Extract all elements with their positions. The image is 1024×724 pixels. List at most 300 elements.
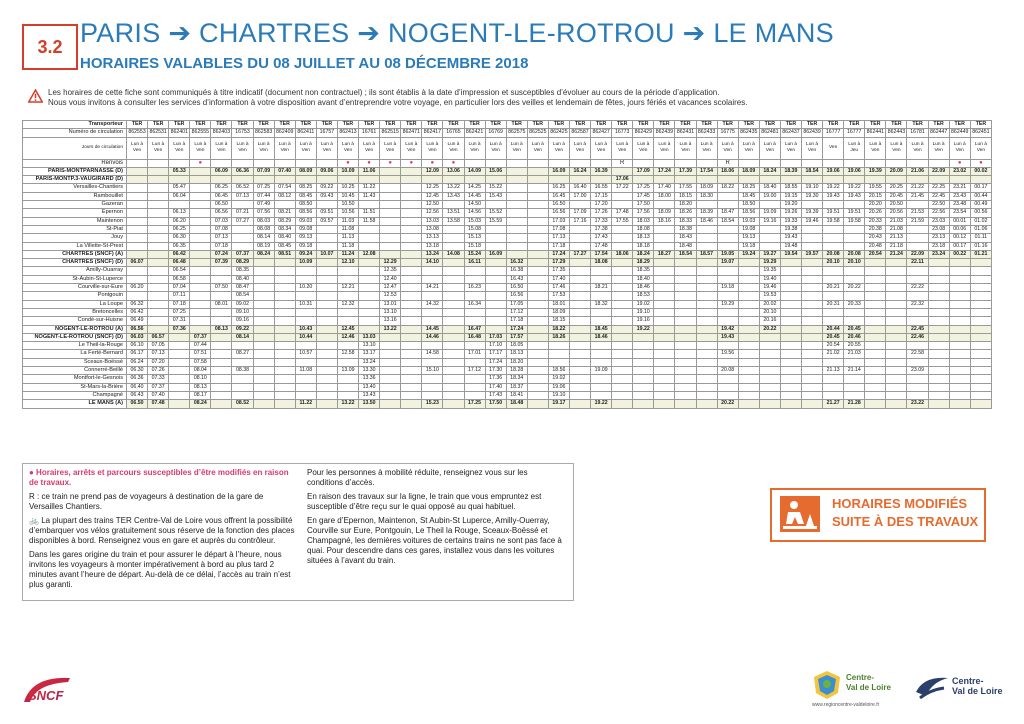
time-cell: 07.39 <box>211 259 232 267</box>
train-number: 862433 <box>697 129 716 136</box>
carrier-cell: TER <box>253 121 274 129</box>
time-cell: 17.18 <box>506 317 527 325</box>
time-cell <box>717 375 738 383</box>
time-cell <box>612 308 633 316</box>
time-cell: 06.45 <box>211 192 232 200</box>
time-cell: 19.24 <box>738 250 759 258</box>
time-cell <box>380 375 401 383</box>
train-number: 16777 <box>844 129 865 137</box>
time-cell: 06.50 <box>127 400 148 408</box>
time-cell <box>654 317 675 325</box>
time-cell <box>274 275 295 283</box>
time-cell: 11.43 <box>359 192 380 200</box>
renvoi-mark <box>169 159 190 167</box>
time-cell: 06.54 <box>169 267 190 275</box>
time-cell <box>844 234 865 242</box>
days-cell: Lun à Ven <box>696 137 717 159</box>
time-cell <box>148 267 169 275</box>
note-bike <box>29 516 299 546</box>
time-cell: 18.01 <box>548 300 569 308</box>
time-cell: 18.13 <box>506 350 527 358</box>
time-cell: 10.44 <box>295 333 316 341</box>
renvoi-mark <box>886 159 907 167</box>
days-cell: Lun à Ven <box>401 137 422 159</box>
time-cell: 19.46 <box>802 217 823 225</box>
time-cell <box>359 284 380 292</box>
time-cell <box>316 333 337 341</box>
time-cell <box>443 308 464 316</box>
time-cell: 21.06 <box>907 167 928 175</box>
time-cell <box>865 383 886 391</box>
time-cell: 06.56 <box>127 325 148 333</box>
time-cell <box>401 308 422 316</box>
time-cell: 06.42 <box>127 308 148 316</box>
time-cell: 05.33 <box>169 167 190 175</box>
time-cell: 11.51 <box>359 209 380 217</box>
time-cell: 22.58 <box>907 350 928 358</box>
time-cell <box>654 350 675 358</box>
time-cell: 17.45 <box>633 192 654 200</box>
time-cell <box>654 358 675 366</box>
renvoi-mark <box>591 159 612 167</box>
carrier-cell: TER <box>548 121 569 129</box>
time-cell <box>970 391 991 399</box>
time-cell: 21.03 <box>886 217 907 225</box>
time-cell: 21.08 <box>886 225 907 233</box>
time-cell <box>907 375 928 383</box>
time-cell <box>295 292 316 300</box>
time-cell: 13.58 <box>443 217 464 225</box>
time-cell: 14.45 <box>464 192 485 200</box>
time-cell <box>190 325 211 333</box>
time-cell <box>865 284 886 292</box>
time-cell <box>970 292 991 300</box>
days-cell: Lun à Ven <box>380 137 401 159</box>
time-cell <box>759 375 780 383</box>
carrier-cell: TER <box>654 121 675 129</box>
station-row <box>23 184 992 192</box>
time-cell <box>802 201 823 209</box>
time-cell: 20.54 <box>823 342 844 350</box>
time-cell <box>422 391 443 399</box>
time-cell: 07.44 <box>190 342 211 350</box>
time-cell <box>274 342 295 350</box>
time-cell: 11.08 <box>295 367 316 375</box>
station-row <box>23 342 992 350</box>
time-cell: 19.05 <box>717 250 738 258</box>
time-cell <box>675 350 696 358</box>
renvoi-mark <box>738 159 759 167</box>
time-cell <box>337 308 358 316</box>
time-cell: 19.57 <box>802 250 823 258</box>
time-cell: 09.24 <box>295 250 316 258</box>
time-cell <box>949 267 970 275</box>
time-cell <box>696 391 717 399</box>
time-cell: 20.55 <box>844 342 865 350</box>
time-cell <box>612 375 633 383</box>
time-cell <box>696 383 717 391</box>
time-cell <box>886 391 907 399</box>
time-cell <box>443 242 464 250</box>
time-cell: 07.18 <box>211 242 232 250</box>
time-cell <box>928 350 949 358</box>
time-cell: 08.47 <box>232 284 253 292</box>
time-cell: 07.08 <box>211 225 232 233</box>
time-cell <box>443 375 464 383</box>
time-cell: 19.48 <box>780 242 801 250</box>
time-cell <box>359 275 380 283</box>
region-logo <box>812 669 902 708</box>
carrier-cell: TER <box>295 121 316 129</box>
time-cell: 18.32 <box>591 300 612 308</box>
time-cell: 13.03 <box>359 333 380 341</box>
station-row <box>23 275 992 283</box>
time-cell <box>612 300 633 308</box>
renvoi-mark <box>569 159 590 167</box>
renvoi-mark <box>780 159 801 167</box>
time-cell: 20.44 <box>823 325 844 333</box>
time-cell <box>253 300 274 308</box>
time-cell: 17.39 <box>675 167 696 175</box>
time-cell <box>190 225 211 233</box>
time-cell <box>886 400 907 408</box>
time-cell <box>654 284 675 292</box>
ter-name-2: Val de Loire <box>952 686 1003 696</box>
carrier-cell: TER <box>359 121 380 129</box>
time-cell: 13.30 <box>359 367 380 375</box>
days-cell: Lun à Ven <box>759 137 780 159</box>
time-cell: 20.50 <box>886 201 907 209</box>
time-cell: 15.06 <box>485 167 506 175</box>
time-cell <box>190 284 211 292</box>
time-cell: 08.34 <box>274 225 295 233</box>
time-cell <box>823 267 844 275</box>
time-cell <box>253 308 274 316</box>
time-cell <box>380 367 401 375</box>
time-cell <box>380 192 401 200</box>
time-cell <box>591 383 612 391</box>
time-cell <box>274 333 295 341</box>
time-cell: 18.50 <box>738 201 759 209</box>
time-cell: 14.25 <box>464 184 485 192</box>
time-cell <box>675 383 696 391</box>
time-cell <box>359 225 380 233</box>
time-cell: 18.22 <box>548 325 569 333</box>
station-row <box>23 217 992 225</box>
time-cell: 18.26 <box>675 209 696 217</box>
time-cell <box>569 358 590 366</box>
time-cell: 18.47 <box>717 209 738 217</box>
time-cell <box>970 317 991 325</box>
carrier-cell: TER <box>970 121 991 129</box>
time-cell: 19.46 <box>759 284 780 292</box>
time-cell <box>485 275 506 283</box>
time-cell <box>738 317 759 325</box>
time-cell: 23.02 <box>949 167 970 175</box>
time-cell: 15.59 <box>485 217 506 225</box>
time-cell <box>738 358 759 366</box>
row-label: Courville-sur-Eure <box>23 284 127 292</box>
time-cell <box>506 192 527 200</box>
time-cell <box>127 167 148 175</box>
time-cell: 17.46 <box>548 284 569 292</box>
time-cell: 19.43 <box>780 234 801 242</box>
time-cell <box>232 358 253 366</box>
time-cell: 19.43 <box>717 333 738 341</box>
time-cell <box>401 333 422 341</box>
time-cell <box>485 201 506 209</box>
time-cell <box>569 225 590 233</box>
time-cell <box>865 391 886 399</box>
time-cell <box>654 400 675 408</box>
time-cell: 19.51 <box>823 209 844 217</box>
time-cell: 08.38 <box>232 367 253 375</box>
time-cell <box>401 367 422 375</box>
time-cell: 08.50 <box>295 201 316 209</box>
time-cell <box>717 342 738 350</box>
time-cell: 20.09 <box>886 167 907 175</box>
time-cell: 17.03 <box>485 333 506 341</box>
time-cell: 16.24 <box>569 167 590 175</box>
time-cell: 21.18 <box>886 242 907 250</box>
time-cell: 17.33 <box>591 217 612 225</box>
time-cell <box>780 342 801 350</box>
carrier-cell: TER <box>401 121 422 129</box>
station-row <box>23 176 992 184</box>
time-cell: 10.45 <box>337 192 358 200</box>
train-number: 862451 <box>972 129 990 136</box>
time-cell: 18.38 <box>675 225 696 233</box>
time-cell <box>527 184 548 192</box>
time-cell <box>211 333 232 341</box>
renvoi-mark <box>865 159 886 167</box>
time-cell <box>127 234 148 242</box>
time-cell <box>316 317 337 325</box>
page-title: PARIS ➔ CHARTRES ➔ NOGENT-LE-ROTROU ➔ LE MANS <box>80 18 834 48</box>
row-label: LE MANS (A) <box>23 400 127 408</box>
time-cell <box>823 242 844 250</box>
time-cell: 19.10 <box>633 308 654 316</box>
row-label: Jours de circulation <box>23 137 127 159</box>
time-cell: 22.11 <box>907 259 928 267</box>
time-cell <box>654 391 675 399</box>
time-cell <box>148 225 169 233</box>
time-cell <box>316 367 337 375</box>
renvoi-mark <box>506 159 527 167</box>
time-cell <box>253 325 274 333</box>
time-cell <box>569 342 590 350</box>
time-cell <box>443 234 464 242</box>
train-number: 16781 <box>907 129 928 137</box>
time-cell: 15.23 <box>422 400 443 408</box>
time-cell <box>548 342 569 350</box>
days-cell: Lun à Ven <box>675 137 696 159</box>
renvoi-mark: R <box>717 159 738 167</box>
time-cell: 17.35 <box>548 267 569 275</box>
renvoi-mark <box>316 159 337 167</box>
time-cell <box>696 367 717 375</box>
time-cell <box>295 383 316 391</box>
time-cell: 18.39 <box>780 167 801 175</box>
time-cell: 17.50 <box>633 201 654 209</box>
time-cell <box>443 259 464 267</box>
time-cell <box>865 367 886 375</box>
time-cell <box>780 308 801 316</box>
time-cell <box>127 184 148 192</box>
time-cell: 23.24 <box>928 250 949 258</box>
time-cell <box>506 217 527 225</box>
time-cell <box>802 275 823 283</box>
time-cell <box>148 167 169 175</box>
time-cell <box>127 250 148 258</box>
time-cell <box>612 267 633 275</box>
time-cell <box>443 391 464 399</box>
section-number: 3.2 <box>22 24 78 70</box>
time-cell <box>253 400 274 408</box>
notes-right <box>307 468 565 570</box>
days-cell: Lun à Ven <box>148 137 169 159</box>
carrier-cell: TER <box>696 121 717 129</box>
time-cell <box>970 275 991 283</box>
train-number: 862425 <box>550 129 568 136</box>
time-cell: 15.08 <box>464 225 485 233</box>
time-cell <box>422 375 443 383</box>
time-cell: 18.46 <box>696 217 717 225</box>
time-cell <box>274 367 295 375</box>
time-cell <box>485 308 506 316</box>
time-cell <box>569 367 590 375</box>
time-cell: 17.56 <box>633 209 654 217</box>
days-cell: Lun à Ven <box>527 137 548 159</box>
time-cell <box>127 217 148 225</box>
time-cell: 19.02 <box>633 300 654 308</box>
time-cell <box>802 300 823 308</box>
time-cell: 17.48 <box>612 209 633 217</box>
time-cell <box>633 383 654 391</box>
time-cell <box>190 234 211 242</box>
time-cell <box>970 342 991 350</box>
carrier-cell: TER <box>886 121 907 129</box>
row-label: La Loupe <box>23 300 127 308</box>
time-cell <box>970 333 991 341</box>
time-cell: 15.10 <box>422 367 443 375</box>
time-cell <box>232 176 253 184</box>
renvoi-mark <box>485 159 506 167</box>
time-cell <box>970 176 991 184</box>
time-cell <box>485 176 506 184</box>
time-cell <box>928 400 949 408</box>
time-cell <box>401 292 422 300</box>
time-cell <box>823 225 844 233</box>
days-cell: Lun à Ven <box>612 137 633 159</box>
time-cell <box>928 342 949 350</box>
time-cell <box>359 234 380 242</box>
time-cell <box>717 242 738 250</box>
station-row <box>23 267 992 275</box>
time-cell <box>337 342 358 350</box>
time-cell <box>633 333 654 341</box>
time-cell: 12.50 <box>422 201 443 209</box>
time-cell: 18.40 <box>759 184 780 192</box>
time-cell <box>612 317 633 325</box>
time-cell <box>780 300 801 308</box>
time-cell <box>232 383 253 391</box>
time-cell: 08.52 <box>232 400 253 408</box>
time-cell: 06.09 <box>211 167 232 175</box>
time-cell <box>823 375 844 383</box>
time-cell: 19.07 <box>717 259 738 267</box>
time-cell <box>865 342 886 350</box>
time-cell <box>886 375 907 383</box>
time-cell: 21.28 <box>844 400 865 408</box>
time-cell <box>696 308 717 316</box>
time-cell <box>127 201 148 209</box>
time-cell <box>696 300 717 308</box>
time-cell <box>591 176 612 184</box>
time-cell <box>401 192 422 200</box>
station-row <box>23 367 992 375</box>
time-cell <box>253 358 274 366</box>
time-cell <box>232 342 253 350</box>
time-cell <box>844 201 865 209</box>
time-cell: 20.54 <box>865 250 886 258</box>
time-cell: 08.29 <box>274 217 295 225</box>
renvoi-mark <box>211 159 232 167</box>
time-cell <box>506 167 527 175</box>
time-cell <box>148 217 169 225</box>
time-cell <box>970 300 991 308</box>
row-label: Bretoncelles <box>23 308 127 316</box>
days-cell: Lun à Ven <box>949 137 970 159</box>
time-cell: 22.45 <box>928 192 949 200</box>
note-bike-text: La plupart des trains TER Centre-Val de Loire vous offrent la possibilité d’embarquer vos vélos gratuitement sous réserve de la fonction des places disponibles à bord. Renseignez vous en gare et auprès du contrôleur. <box>29 516 295 545</box>
row-label: Champagné <box>23 391 127 399</box>
time-cell: 07.56 <box>253 209 274 217</box>
note-r: R : ce train ne prend pas de voyageurs à destination de la gare de Versailles Chantiers. <box>29 492 264 511</box>
train-number: 862431 <box>676 129 695 136</box>
bike-icon: 🚲 <box>29 516 42 525</box>
time-cell: 17.24 <box>654 167 675 175</box>
time-cell: 12.09 <box>422 167 443 175</box>
time-cell <box>886 308 907 316</box>
time-cell <box>696 234 717 242</box>
days-row <box>23 137 992 159</box>
train-number: 16761 <box>359 129 380 137</box>
time-cell <box>802 400 823 408</box>
time-cell: 07.49 <box>253 201 274 209</box>
time-cell <box>802 284 823 292</box>
time-cell <box>949 400 970 408</box>
time-cell: 09.13 <box>295 234 316 242</box>
time-cell: 07.36 <box>169 325 190 333</box>
time-cell <box>274 383 295 391</box>
time-cell <box>190 242 211 250</box>
time-cell: 00.17 <box>970 184 991 192</box>
time-cell <box>907 308 928 316</box>
time-cell <box>970 350 991 358</box>
time-cell <box>485 292 506 300</box>
time-cell: 07.31 <box>169 317 190 325</box>
station-row <box>23 350 992 358</box>
time-cell <box>928 358 949 366</box>
time-cell <box>907 234 928 242</box>
time-cell: 17.03 <box>548 217 569 225</box>
time-cell: 16.55 <box>591 184 612 192</box>
time-cell: 23.54 <box>949 209 970 217</box>
time-cell: 16.45 <box>548 192 569 200</box>
time-cell: 22.56 <box>928 209 949 217</box>
train-number: 862531 <box>149 129 167 136</box>
